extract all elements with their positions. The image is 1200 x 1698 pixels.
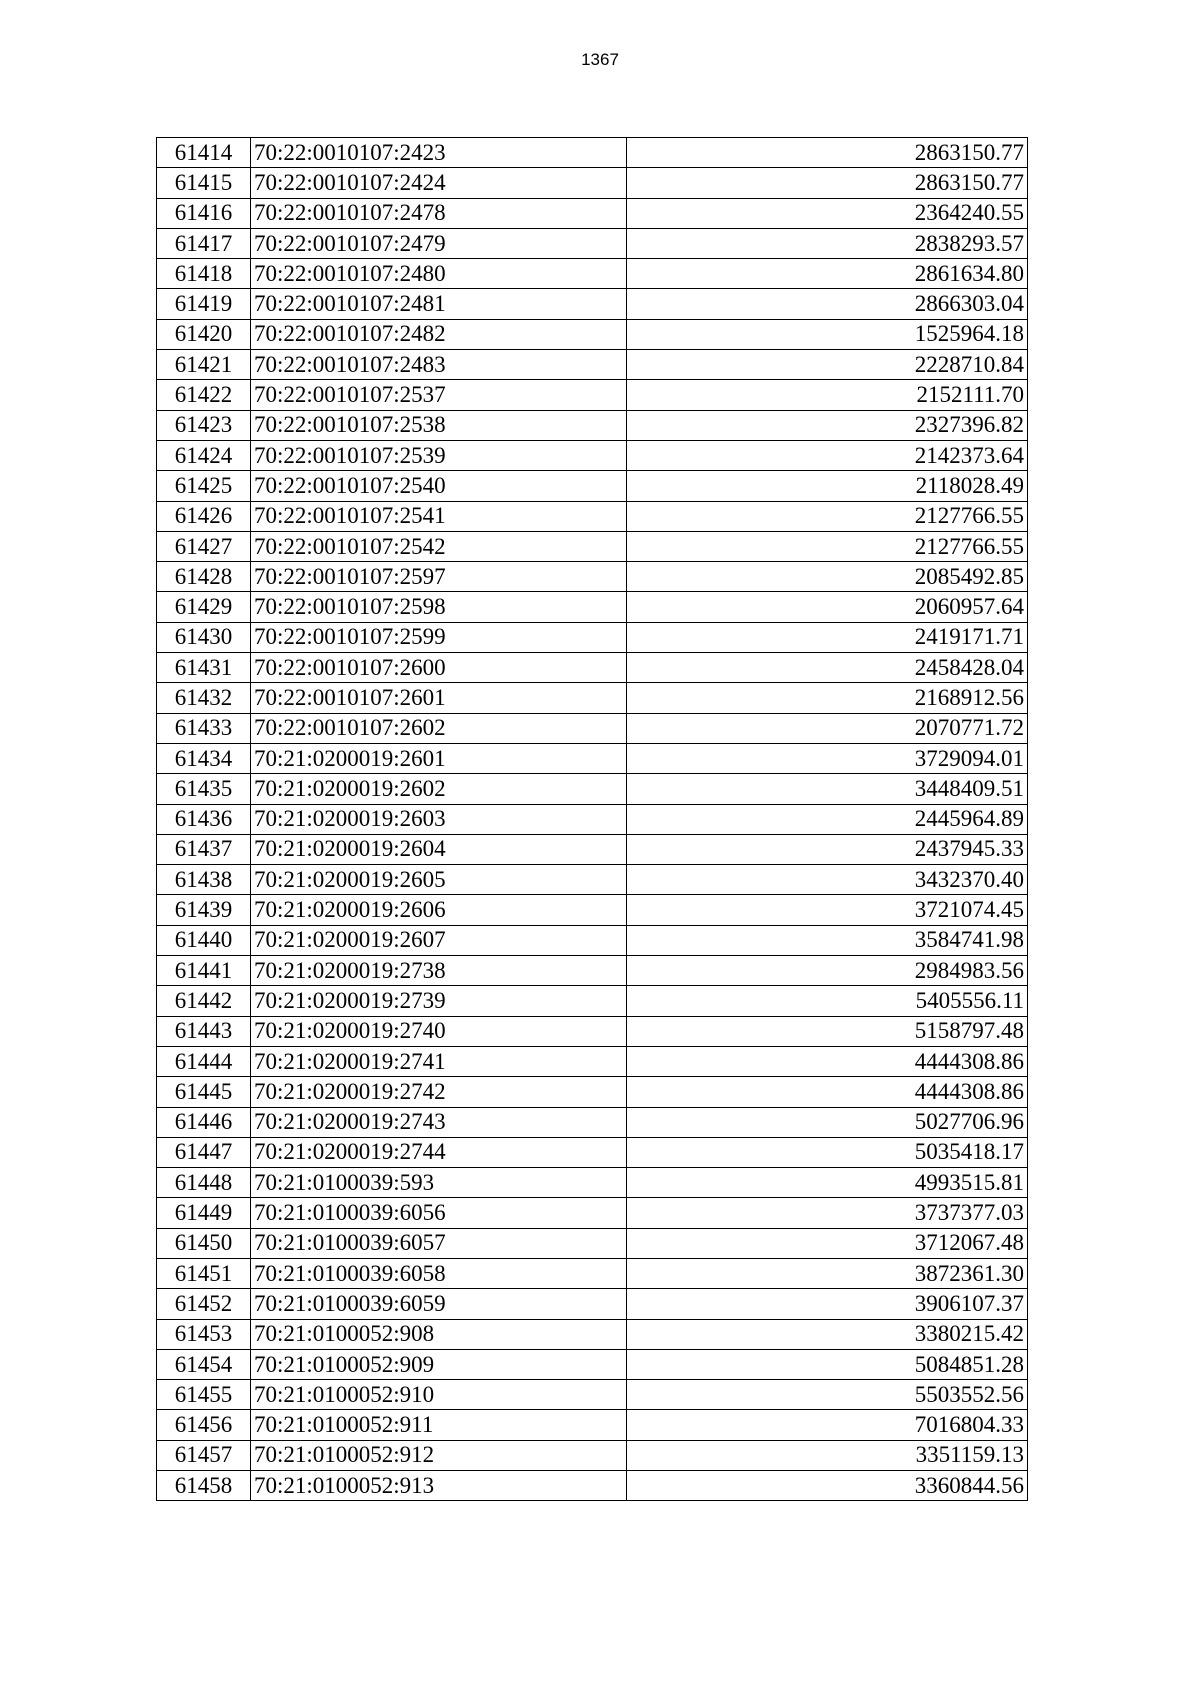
table-row xyxy=(157,1107,1028,1137)
cadastral-value-cell: 2070771.72 xyxy=(627,713,1028,743)
cadastral-value-cell: 3906107.37 xyxy=(627,1289,1028,1319)
cadastral-number-cell: 70:22:0010107:2597 xyxy=(251,562,627,592)
cadastral-value-cell: 2168912.56 xyxy=(627,683,1028,713)
table-row xyxy=(157,380,1028,410)
row-number-cell: 61446 xyxy=(157,1107,251,1137)
cadastral-value-cell: 3729094.01 xyxy=(627,743,1028,773)
row-number-cell: 61429 xyxy=(157,592,251,622)
cadastral-number-cell: 70:21:0200019:2605 xyxy=(251,865,627,895)
cadastral-number-cell: 70:22:0010107:2480 xyxy=(251,259,627,289)
table-row xyxy=(157,925,1028,955)
table-row xyxy=(157,1471,1028,1501)
cadastral-number-cell: 70:22:0010107:2602 xyxy=(251,713,627,743)
cadastral-number-cell: 70:21:0100039:593 xyxy=(251,1168,627,1198)
table-body xyxy=(157,138,1028,1501)
table-row xyxy=(157,350,1028,380)
row-number-cell: 61416 xyxy=(157,198,251,228)
table-row xyxy=(157,713,1028,743)
row-number-cell: 61435 xyxy=(157,774,251,804)
row-number-cell: 61458 xyxy=(157,1471,251,1501)
table-row xyxy=(157,622,1028,652)
row-number-cell: 61457 xyxy=(157,1440,251,1470)
table-row xyxy=(157,683,1028,713)
row-number-cell: 61423 xyxy=(157,410,251,440)
table-row xyxy=(157,198,1028,228)
cadastral-value-cell: 2228710.84 xyxy=(627,350,1028,380)
row-number-cell: 61449 xyxy=(157,1198,251,1228)
cadastral-number-cell: 70:21:0100052:909 xyxy=(251,1349,627,1379)
page-number: 1367 xyxy=(581,50,619,69)
cadastral-value-cell: 3380215.42 xyxy=(627,1319,1028,1349)
cadastral-value-cell: 2127766.55 xyxy=(627,531,1028,561)
row-number-cell: 61451 xyxy=(157,1258,251,1288)
cadastral-number-cell: 70:21:0100039:6059 xyxy=(251,1289,627,1319)
cadastral-number-cell: 70:22:0010107:2481 xyxy=(251,289,627,319)
cadastral-value-cell: 2861634.80 xyxy=(627,259,1028,289)
cadastral-number-cell: 70:21:0200019:2742 xyxy=(251,1077,627,1107)
cadastral-number-cell: 70:21:0100039:6056 xyxy=(251,1198,627,1228)
cadastral-number-cell: 70:22:0010107:2478 xyxy=(251,198,627,228)
cadastral-value-cell: 3721074.45 xyxy=(627,895,1028,925)
cadastral-number-cell: 70:22:0010107:2598 xyxy=(251,592,627,622)
cadastral-value-cell: 2445964.89 xyxy=(627,804,1028,834)
table-row xyxy=(157,1380,1028,1410)
cadastral-number-cell: 70:22:0010107:2483 xyxy=(251,350,627,380)
cadastral-value-cell: 3432370.40 xyxy=(627,865,1028,895)
cadastral-number-cell: 70:22:0010107:2541 xyxy=(251,501,627,531)
table-row xyxy=(157,895,1028,925)
cadastral-number-cell: 70:22:0010107:2539 xyxy=(251,440,627,470)
cadastral-number-cell: 70:22:0010107:2599 xyxy=(251,622,627,652)
cadastral-value-cell: 2327396.82 xyxy=(627,410,1028,440)
row-number-cell: 61436 xyxy=(157,804,251,834)
cadastral-number-cell: 70:21:0100052:908 xyxy=(251,1319,627,1349)
cadastral-value-cell: 2118028.49 xyxy=(627,471,1028,501)
cadastral-value-cell: 7016804.33 xyxy=(627,1410,1028,1440)
table-row xyxy=(157,228,1028,258)
table-row xyxy=(157,440,1028,470)
cadastral-number-cell: 70:22:0010107:2482 xyxy=(251,319,627,349)
table-row xyxy=(157,1440,1028,1470)
row-number-cell: 61452 xyxy=(157,1289,251,1319)
row-number-cell: 61442 xyxy=(157,986,251,1016)
row-number-cell: 61454 xyxy=(157,1349,251,1379)
cadastral-value-cell: 5503552.56 xyxy=(627,1380,1028,1410)
row-number-cell: 61443 xyxy=(157,1016,251,1046)
cadastral-value-cell: 2364240.55 xyxy=(627,198,1028,228)
table-row xyxy=(157,1077,1028,1107)
row-number-cell: 61418 xyxy=(157,259,251,289)
cadastral-number-cell: 70:21:0100052:910 xyxy=(251,1380,627,1410)
cadastral-value-cell: 2142373.64 xyxy=(627,440,1028,470)
cadastral-number-cell: 70:21:0200019:2603 xyxy=(251,804,627,834)
cadastral-number-cell: 70:21:0200019:2607 xyxy=(251,925,627,955)
table-row xyxy=(157,1319,1028,1349)
row-number-cell: 61417 xyxy=(157,228,251,258)
table-row xyxy=(157,289,1028,319)
table-row xyxy=(157,1349,1028,1379)
table-row xyxy=(157,1258,1028,1288)
table-row xyxy=(157,501,1028,531)
cadastral-value-cell: 2419171.71 xyxy=(627,622,1028,652)
cadastral-value-cell: 5405556.11 xyxy=(627,986,1028,1016)
row-number-cell: 61431 xyxy=(157,653,251,683)
table-row xyxy=(157,1198,1028,1228)
cadastral-value-cell: 4444308.86 xyxy=(627,1077,1028,1107)
row-number-cell: 61444 xyxy=(157,1046,251,1076)
cadastral-number-cell: 70:22:0010107:2601 xyxy=(251,683,627,713)
cadastral-value-cell: 2060957.64 xyxy=(627,592,1028,622)
table-row xyxy=(157,562,1028,592)
cadastral-number-cell: 70:21:0200019:2738 xyxy=(251,956,627,986)
cadastral-value-cell: 3360844.56 xyxy=(627,1471,1028,1501)
cadastral-number-cell: 70:21:0100052:913 xyxy=(251,1471,627,1501)
table-row xyxy=(157,471,1028,501)
table-row xyxy=(157,1137,1028,1167)
cadastral-number-cell: 70:22:0010107:2479 xyxy=(251,228,627,258)
cadastral-number-cell: 70:21:0200019:2601 xyxy=(251,743,627,773)
table-row xyxy=(157,592,1028,622)
table-row xyxy=(157,1289,1028,1319)
row-number-cell: 61421 xyxy=(157,350,251,380)
row-number-cell: 61415 xyxy=(157,168,251,198)
cadastral-value-cell: 3448409.51 xyxy=(627,774,1028,804)
cadastral-value-cell: 5158797.48 xyxy=(627,1016,1028,1046)
cadastral-number-cell: 70:22:0010107:2538 xyxy=(251,410,627,440)
cadastral-number-cell: 70:22:0010107:2540 xyxy=(251,471,627,501)
cadastral-value-cell: 3872361.30 xyxy=(627,1258,1028,1288)
cadastral-number-cell: 70:21:0200019:2740 xyxy=(251,1016,627,1046)
cadastral-number-cell: 70:21:0200019:2602 xyxy=(251,774,627,804)
row-number-cell: 61447 xyxy=(157,1137,251,1167)
table-row xyxy=(157,259,1028,289)
table-row xyxy=(157,774,1028,804)
cadastral-value-cell: 2127766.55 xyxy=(627,501,1028,531)
table-row xyxy=(157,956,1028,986)
table-row xyxy=(157,1046,1028,1076)
cadastral-value-cell: 2458428.04 xyxy=(627,653,1028,683)
cadastral-value-cell: 4993515.81 xyxy=(627,1168,1028,1198)
cadastral-number-cell: 70:22:0010107:2423 xyxy=(251,138,627,168)
cadastral-value-cell: 2838293.57 xyxy=(627,228,1028,258)
cadastral-value-cell: 2863150.77 xyxy=(627,168,1028,198)
row-number-cell: 61420 xyxy=(157,319,251,349)
table-row xyxy=(157,410,1028,440)
cadastral-value-cell: 2866303.04 xyxy=(627,289,1028,319)
table-row xyxy=(157,531,1028,561)
cadastral-number-cell: 70:21:0100039:6058 xyxy=(251,1258,627,1288)
cadastral-number-cell: 70:21:0200019:2744 xyxy=(251,1137,627,1167)
row-number-cell: 61425 xyxy=(157,471,251,501)
cadastral-value-cell: 2085492.85 xyxy=(627,562,1028,592)
cadastral-value-cell: 4444308.86 xyxy=(627,1046,1028,1076)
cadastral-value-cell: 5084851.28 xyxy=(627,1349,1028,1379)
cadastral-value-cell: 5035418.17 xyxy=(627,1137,1028,1167)
row-number-cell: 61448 xyxy=(157,1168,251,1198)
cadastral-number-cell: 70:21:0200019:2606 xyxy=(251,895,627,925)
cadastral-value-cell: 2437945.33 xyxy=(627,834,1028,864)
table-row xyxy=(157,834,1028,864)
cadastral-value-table xyxy=(156,137,1028,1501)
table-row xyxy=(157,804,1028,834)
row-number-cell: 61433 xyxy=(157,713,251,743)
cadastral-number-cell: 70:22:0010107:2537 xyxy=(251,380,627,410)
table-row xyxy=(157,743,1028,773)
table-row xyxy=(157,168,1028,198)
row-number-cell: 61453 xyxy=(157,1319,251,1349)
row-number-cell: 61427 xyxy=(157,531,251,561)
row-number-cell: 61430 xyxy=(157,622,251,652)
row-number-cell: 61440 xyxy=(157,925,251,955)
row-number-cell: 61422 xyxy=(157,380,251,410)
cadastral-number-cell: 70:21:0100052:911 xyxy=(251,1410,627,1440)
row-number-cell: 61450 xyxy=(157,1228,251,1258)
row-number-cell: 61434 xyxy=(157,743,251,773)
table-row xyxy=(157,653,1028,683)
cadastral-number-cell: 70:22:0010107:2542 xyxy=(251,531,627,561)
table-row xyxy=(157,865,1028,895)
row-number-cell: 61432 xyxy=(157,683,251,713)
cadastral-number-cell: 70:21:0200019:2743 xyxy=(251,1107,627,1137)
cadastral-value-cell: 1525964.18 xyxy=(627,319,1028,349)
row-number-cell: 61414 xyxy=(157,138,251,168)
row-number-cell: 61424 xyxy=(157,440,251,470)
cadastral-value-cell: 3584741.98 xyxy=(627,925,1028,955)
cadastral-number-cell: 70:22:0010107:2424 xyxy=(251,168,627,198)
cadastral-value-cell: 2984983.56 xyxy=(627,956,1028,986)
cadastral-value-cell: 3351159.13 xyxy=(627,1440,1028,1470)
row-number-cell: 61455 xyxy=(157,1380,251,1410)
table-row xyxy=(157,319,1028,349)
table-row xyxy=(157,1410,1028,1440)
row-number-cell: 61437 xyxy=(157,834,251,864)
cadastral-number-cell: 70:22:0010107:2600 xyxy=(251,653,627,683)
cadastral-value-cell: 2152111.70 xyxy=(627,380,1028,410)
cadastral-value-cell: 5027706.96 xyxy=(627,1107,1028,1137)
table-row xyxy=(157,138,1028,168)
table-row xyxy=(157,1168,1028,1198)
row-number-cell: 61438 xyxy=(157,865,251,895)
cadastral-number-cell: 70:21:0100039:6057 xyxy=(251,1228,627,1258)
cadastral-value-cell: 2863150.77 xyxy=(627,138,1028,168)
row-number-cell: 61428 xyxy=(157,562,251,592)
cadastral-number-cell: 70:21:0200019:2604 xyxy=(251,834,627,864)
cadastral-number-cell: 70:21:0200019:2741 xyxy=(251,1046,627,1076)
cadastral-number-cell: 70:21:0100052:912 xyxy=(251,1440,627,1470)
row-number-cell: 61426 xyxy=(157,501,251,531)
row-number-cell: 61441 xyxy=(157,956,251,986)
table-row xyxy=(157,1016,1028,1046)
table-row xyxy=(157,986,1028,1016)
row-number-cell: 61419 xyxy=(157,289,251,319)
cadastral-value-cell: 3737377.03 xyxy=(627,1198,1028,1228)
cadastral-value-cell: 3712067.48 xyxy=(627,1228,1028,1258)
row-number-cell: 61439 xyxy=(157,895,251,925)
row-number-cell: 61456 xyxy=(157,1410,251,1440)
table-row xyxy=(157,1228,1028,1258)
row-number-cell: 61445 xyxy=(157,1077,251,1107)
cadastral-number-cell: 70:21:0200019:2739 xyxy=(251,986,627,1016)
